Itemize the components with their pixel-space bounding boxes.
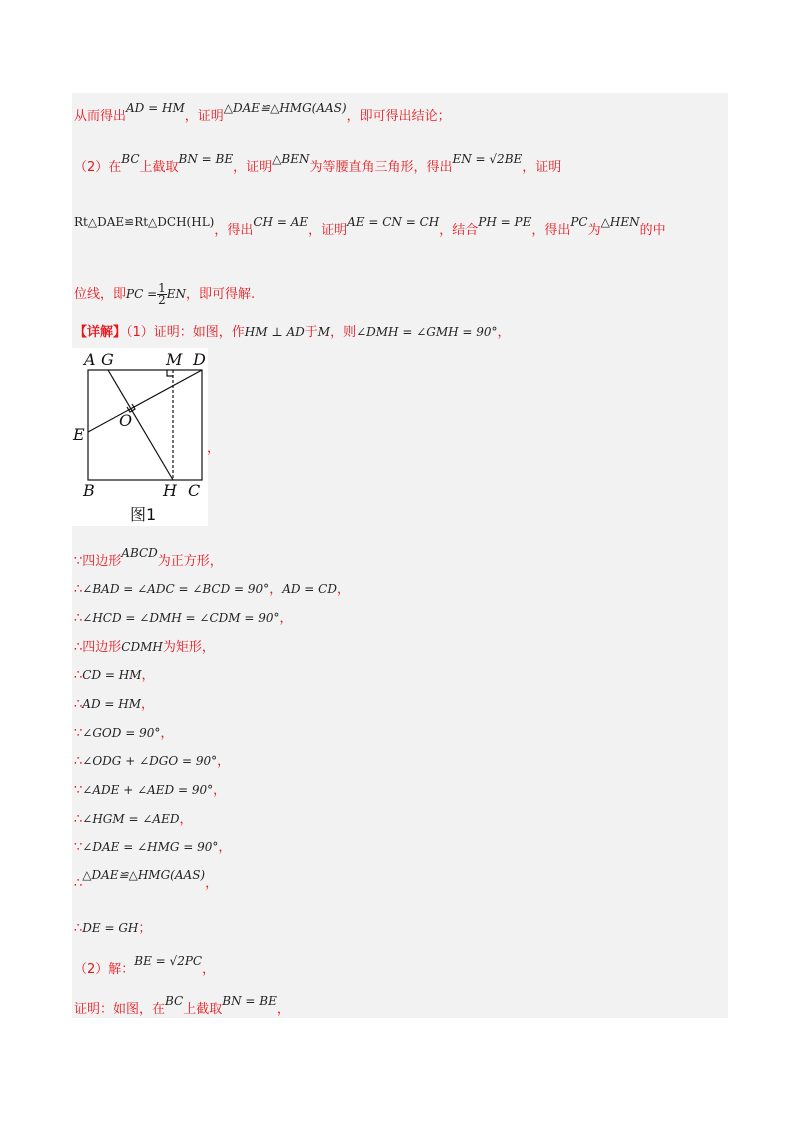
math: BC bbox=[165, 994, 184, 1008]
fraction bbox=[157, 283, 167, 306]
analysis-line-2 bbox=[74, 152, 562, 177]
text: ，证明 bbox=[522, 160, 562, 175]
proof-step-5 bbox=[74, 666, 155, 685]
figure-caption: 图1 bbox=[130, 505, 157, 524]
text: 于 bbox=[304, 325, 318, 340]
text: ， bbox=[205, 876, 219, 891]
text: ∵ bbox=[74, 840, 83, 855]
analysis-line-1 bbox=[74, 101, 451, 126]
denominator: 2 bbox=[158, 293, 166, 307]
math: PC bbox=[570, 215, 588, 229]
math: △BEN bbox=[272, 152, 310, 166]
math: AD = HM bbox=[82, 697, 142, 711]
text: （2）在 bbox=[74, 160, 122, 175]
text: ， bbox=[141, 668, 155, 683]
proof-step-10 bbox=[74, 810, 192, 829]
text: ， bbox=[217, 754, 231, 769]
text: ，即可得解. bbox=[186, 287, 256, 302]
proof-step-12 bbox=[74, 868, 219, 893]
math: △HEN bbox=[600, 215, 640, 229]
math: Rt△DAE≌Rt△DCH(HL) bbox=[74, 215, 215, 229]
math: HM ⊥ AD bbox=[244, 325, 305, 339]
math: DE = GH bbox=[82, 921, 139, 935]
math: AD = CD bbox=[282, 582, 337, 596]
math: BN = BE bbox=[178, 152, 234, 166]
text: 证明：如图，在 bbox=[74, 1002, 166, 1017]
math: BC bbox=[121, 152, 140, 166]
math: ABCD bbox=[121, 546, 158, 560]
text: ∵ bbox=[74, 783, 83, 798]
text: ； bbox=[138, 921, 152, 936]
text: ， bbox=[179, 812, 193, 827]
numerator: 1 bbox=[158, 281, 166, 295]
math: PC = bbox=[126, 287, 158, 301]
label-d: D bbox=[193, 350, 206, 369]
text: ， bbox=[497, 325, 511, 340]
math: PH = PE bbox=[478, 215, 532, 229]
proof-step-4 bbox=[74, 638, 215, 657]
proof-step-13 bbox=[74, 919, 151, 938]
label-a: A bbox=[84, 350, 96, 369]
text: ，得出 bbox=[531, 223, 571, 238]
text: ， bbox=[218, 840, 232, 855]
math: M bbox=[317, 325, 331, 339]
proof-step-2 bbox=[74, 580, 350, 599]
math: AD = HM bbox=[126, 101, 185, 115]
segment-ed bbox=[88, 370, 202, 432]
text: ， bbox=[160, 726, 174, 741]
math: AE = CN = CH bbox=[347, 215, 440, 229]
label-c: C bbox=[188, 481, 201, 500]
text: ∴四边形 bbox=[74, 640, 122, 655]
text: 的中 bbox=[639, 223, 666, 238]
right-angle-mark-m bbox=[167, 370, 173, 376]
label-m: M bbox=[166, 350, 183, 369]
proof-step-7 bbox=[74, 724, 173, 743]
label-g: G bbox=[101, 350, 114, 369]
square-abcd bbox=[88, 370, 202, 480]
geometry-figure bbox=[72, 348, 208, 526]
math: △DAE≌△HMG(AAS) bbox=[82, 868, 206, 882]
label-o: O bbox=[119, 411, 133, 430]
text: ∴ bbox=[74, 921, 83, 936]
text: ∴ bbox=[74, 668, 83, 683]
detail-label: 【详解】 bbox=[74, 325, 127, 340]
math: ∠GOD = 90° bbox=[82, 726, 161, 740]
text: 为 bbox=[587, 223, 601, 238]
text: ， bbox=[213, 783, 227, 798]
text: ∵四边形 bbox=[74, 554, 122, 569]
math: CDMH bbox=[121, 640, 163, 654]
math: ∠HCD = ∠DMH = ∠CDM = 90° bbox=[82, 611, 280, 625]
text: ，证明 bbox=[233, 160, 273, 175]
label-h: H bbox=[163, 481, 177, 500]
math: △DAE≌△HMG(AAS) bbox=[223, 101, 347, 115]
proof-step-14 bbox=[74, 954, 216, 979]
text: ∴ bbox=[74, 697, 83, 712]
label-b: B bbox=[83, 481, 95, 500]
text: ∴ bbox=[74, 754, 83, 769]
math: ∠DAE = ∠HMG = 90° bbox=[82, 840, 219, 854]
text: 为等腰直角三角形，得出 bbox=[309, 160, 453, 175]
text: ∵ bbox=[74, 726, 83, 741]
text: ，则 bbox=[330, 325, 357, 340]
math: ∠BAD = ∠ADC = ∠BCD = 90° bbox=[82, 582, 270, 596]
text: 从而得出 bbox=[74, 109, 127, 124]
text: 上截取 bbox=[183, 1002, 223, 1017]
proof-step-1 bbox=[74, 546, 223, 571]
text: ， bbox=[336, 582, 350, 597]
proof-step-11 bbox=[74, 838, 231, 857]
text: （1）证明：如图，作 bbox=[126, 325, 245, 340]
text: ∴ bbox=[74, 876, 83, 891]
detail-heading-line bbox=[74, 323, 511, 342]
text: ，即可得出结论； bbox=[346, 109, 451, 124]
after-figure-comma: ， bbox=[207, 441, 221, 456]
text: ∴ bbox=[74, 582, 83, 597]
text: ， bbox=[202, 962, 216, 977]
text: 位线，即 bbox=[74, 287, 127, 302]
text: ，得出 bbox=[214, 223, 254, 238]
label-e: E bbox=[73, 425, 85, 444]
text: 为正方形， bbox=[157, 554, 223, 569]
math: ∠ODG + ∠DGO = 90° bbox=[82, 754, 218, 768]
proof-step-6 bbox=[74, 695, 154, 714]
text: ∴ bbox=[74, 812, 83, 827]
text: ， bbox=[141, 697, 155, 712]
text: ，证明 bbox=[184, 109, 224, 124]
math: ∠ADE + ∠AED = 90° bbox=[82, 783, 214, 797]
text: 为矩形， bbox=[162, 640, 215, 655]
math: ∠DMH = ∠GMH = 90° bbox=[356, 325, 498, 339]
text: ∴ bbox=[74, 611, 83, 626]
figure-1 bbox=[72, 348, 208, 526]
proof-step-15 bbox=[74, 994, 290, 1019]
text: （2）解： bbox=[74, 962, 135, 977]
proof-step-8 bbox=[74, 752, 230, 771]
text: ，证明 bbox=[308, 223, 348, 238]
text: ， bbox=[276, 1002, 290, 1017]
segment-gh bbox=[108, 370, 173, 480]
math: CD = HM bbox=[82, 668, 142, 682]
text: ，结合 bbox=[439, 223, 479, 238]
math: EN = √2BE bbox=[452, 152, 523, 166]
text: ， bbox=[269, 582, 283, 597]
analysis-line-4 bbox=[74, 283, 255, 306]
math: CH = AE bbox=[253, 215, 309, 229]
math: ∠HGM = ∠AED bbox=[82, 812, 180, 826]
analysis-line-3 bbox=[74, 215, 666, 240]
proof-step-9 bbox=[74, 781, 226, 800]
text: ， bbox=[279, 611, 293, 626]
math: BN = BE bbox=[222, 994, 277, 1008]
proof-step-3 bbox=[74, 609, 293, 628]
math: EN bbox=[166, 287, 187, 301]
math: BE = √2PC bbox=[134, 954, 203, 968]
text: 上截取 bbox=[139, 160, 179, 175]
